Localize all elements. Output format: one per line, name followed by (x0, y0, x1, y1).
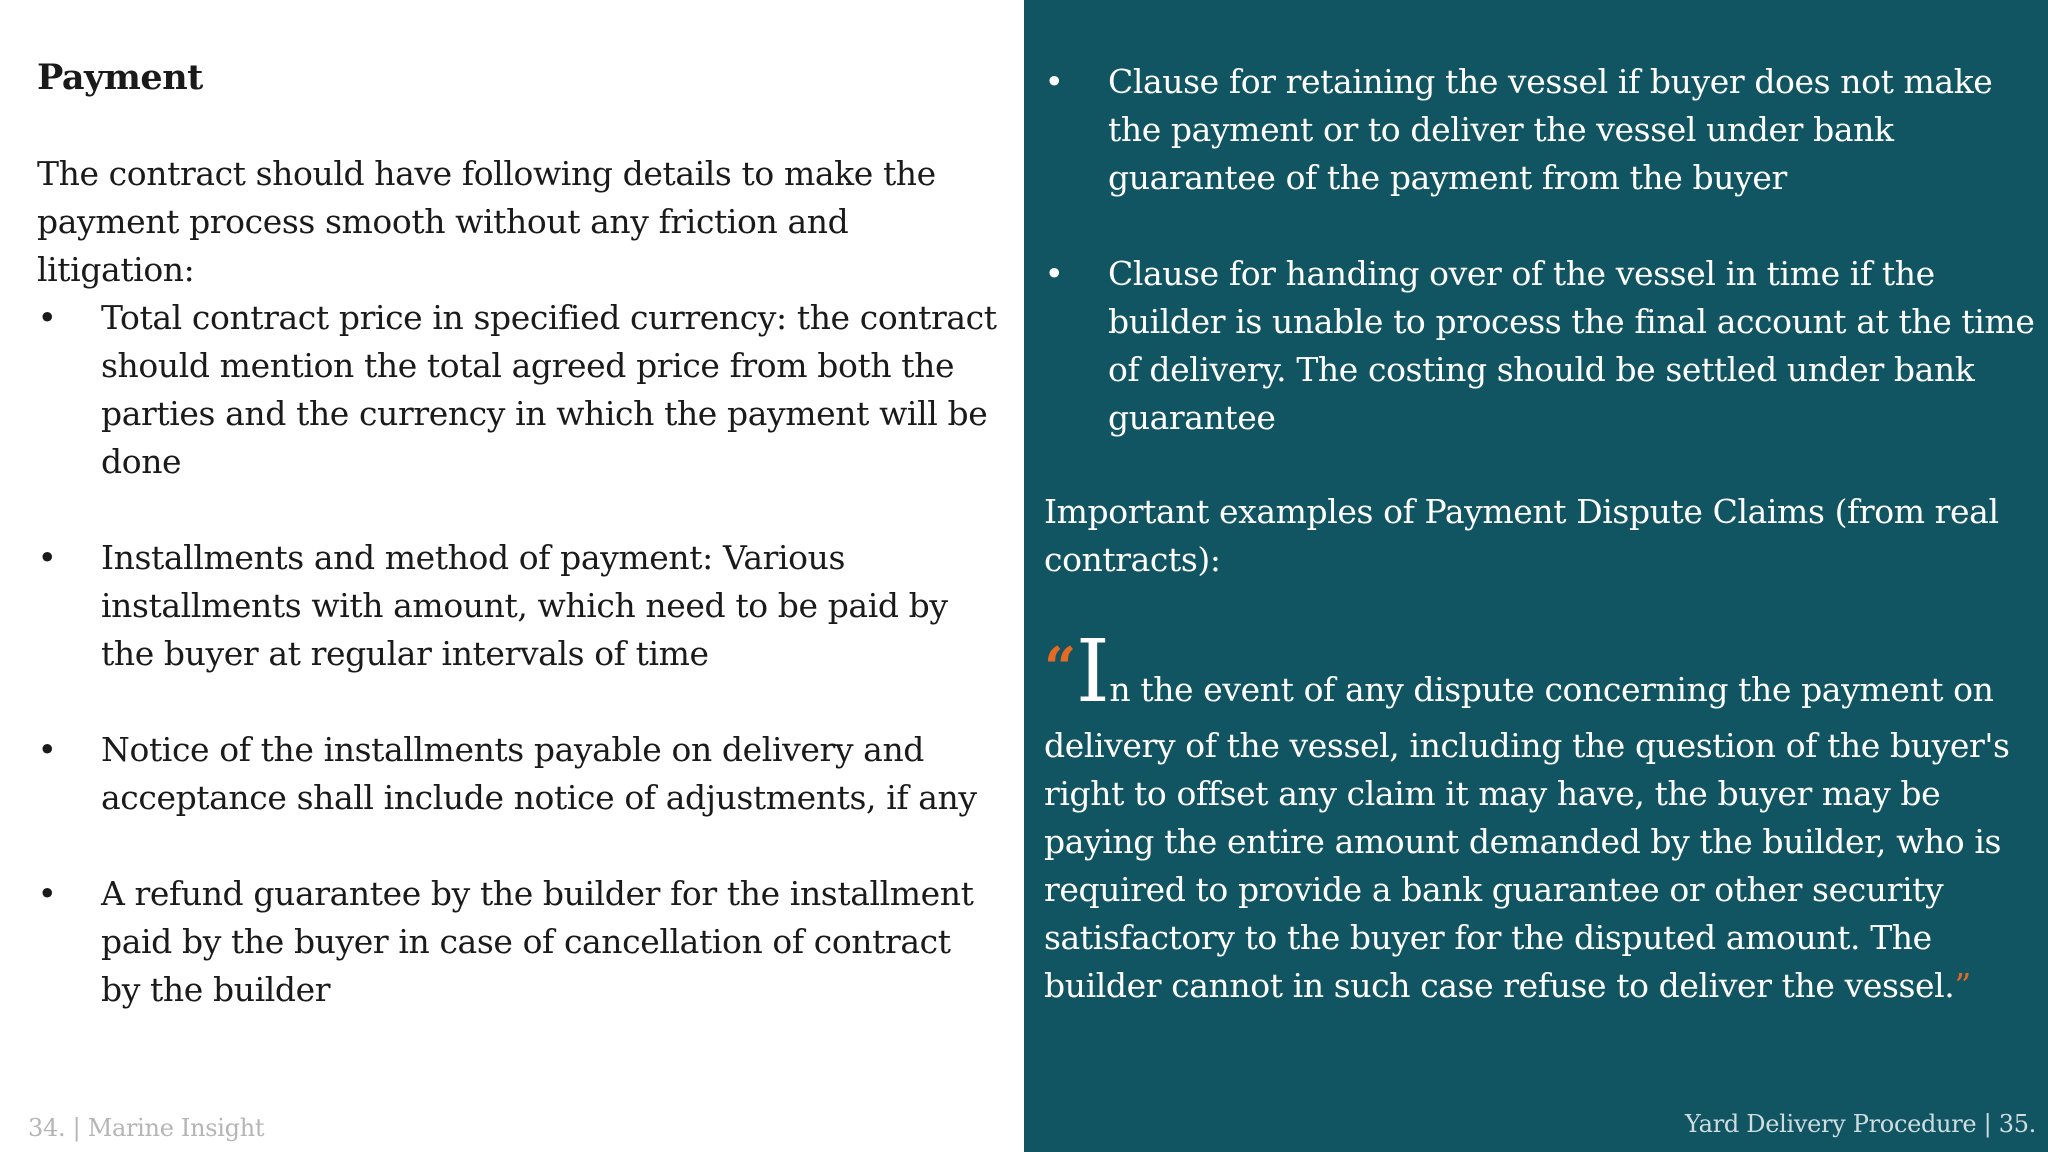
list-item (37, 294, 997, 486)
list-item-text: Installments and method of payment: Various installments with amount, which need to be paid by the buyer at regular intervals of time (101, 538, 948, 673)
list-item-text: Total contract price in specified currency: the contract should mention the total agreed price from both the parties and the currency in which the payment will be done (101, 298, 997, 481)
quote-first-line (1044, 622, 2044, 722)
page-footer-right: Yard Delivery Procedure | 35. (1685, 1110, 2036, 1138)
quote-body-text: delivery of the vessel, including the question of the buyer's right to offset any claim it may have, the buyer may be paying the entire amount demanded by the builder, who is required to provide a bank guarantee or other security satisfactory to the buyer for the disputed amount. The builder cannot in such case refuse to deliver the vessel. (1044, 726, 2010, 1005)
bullet-icon: • (37, 730, 57, 769)
list-item-text: Notice of the installments payable on delivery and acceptance shall include notice of adjustments, if any (101, 730, 977, 817)
quote-body (1044, 722, 2044, 1010)
clauses-list (1044, 58, 2044, 490)
examples-heading: Important examples of Payment Dispute Claims (from real contracts): (1044, 492, 1999, 579)
list-item-text: Clause for handing over of the vessel in time if the builder is unable to process the final account at the time of delivery. The costing should be settled under bank guarantee (1108, 254, 2035, 437)
quote-first-line-text: n the event of any dispute concerning the payment on (1109, 670, 1994, 709)
list-item-text: A refund guarantee by the builder for the installment paid by the buyer in case of cancellation of contract by the builder (101, 874, 974, 1009)
bullet-icon: • (37, 298, 57, 337)
list-item-text: Clause for retaining the vessel if buyer does not make the payment or to deliver the vessel under bank guarantee of the payment from the buyer (1108, 62, 1993, 197)
list-item (1044, 250, 2044, 442)
list-item (1044, 58, 2044, 202)
bullet-icon: • (1044, 254, 1064, 293)
right-page (1024, 0, 2048, 1152)
bullet-icon: • (37, 874, 57, 913)
list-item (37, 534, 997, 678)
bullet-icon: • (1044, 62, 1064, 101)
list-item (37, 726, 997, 822)
drop-cap: I (1075, 622, 1110, 722)
dispute-quote (1044, 622, 2044, 1010)
page-footer-left: 34. | Marine Insight (28, 1114, 265, 1142)
section-heading: Payment (37, 57, 203, 98)
bullet-icon: • (37, 538, 57, 577)
open-quote-icon: “ (1044, 635, 1076, 701)
close-quote-icon: ” (1954, 966, 1971, 1005)
intro-paragraph: The contract should have following details to make the payment process smooth without any friction and litigation: (37, 154, 936, 289)
list-item (37, 870, 997, 1014)
payment-details-list (37, 294, 997, 1062)
